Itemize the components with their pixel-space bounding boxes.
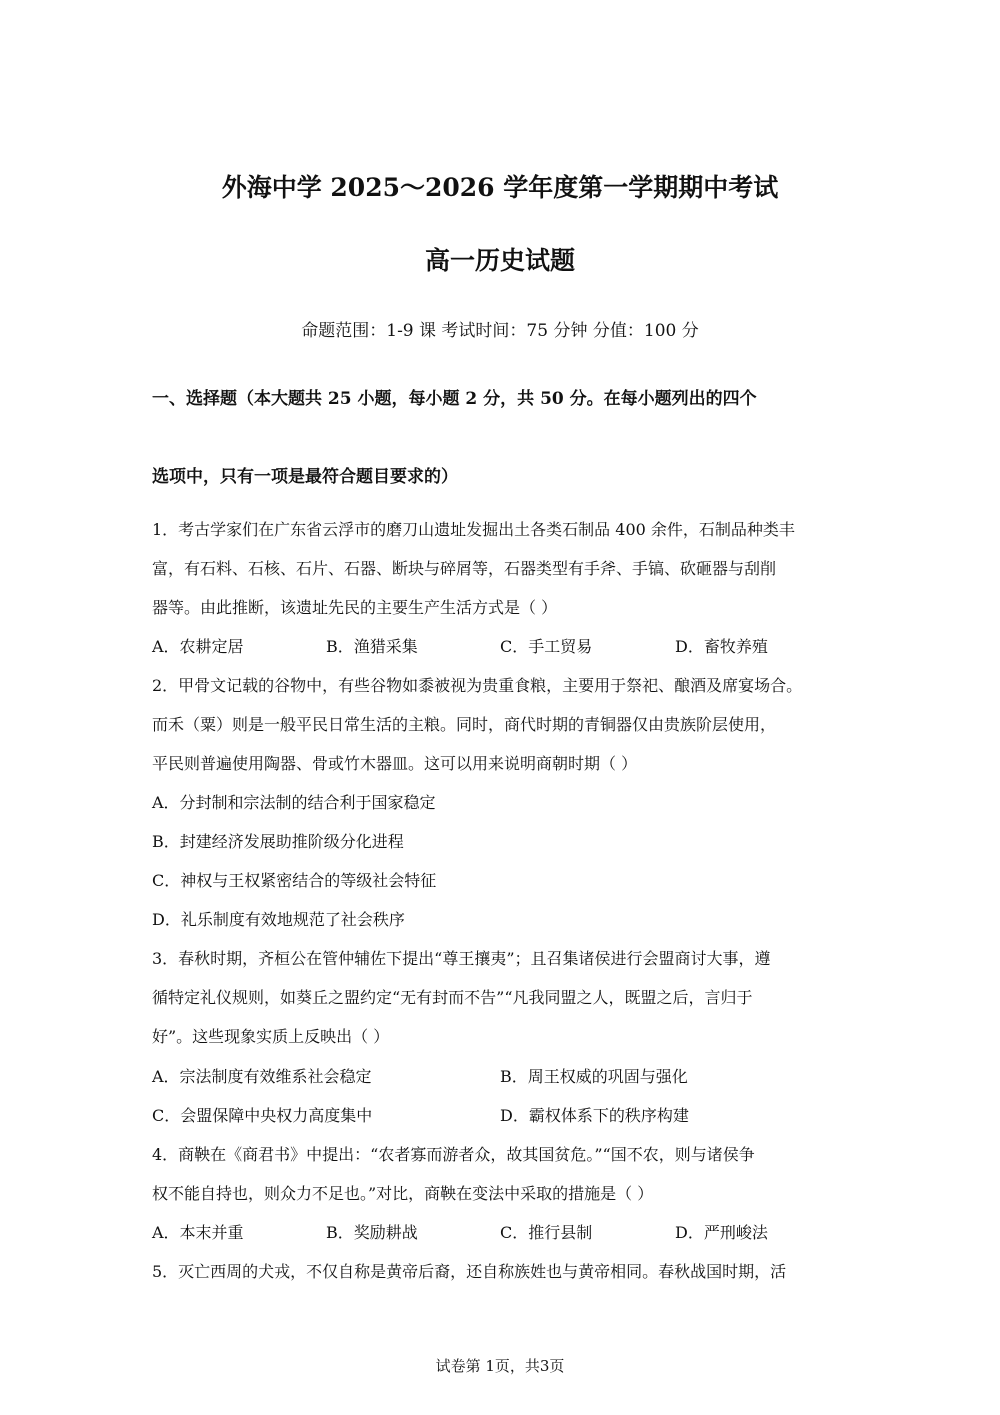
question-4-line-2: 权不能自持也，则众力不足也。”对比，商鞅在变法中采取的措施是（ ） [152, 1184, 654, 1203]
question-2-line-1: 2．甲骨文记载的谷物中，有些谷物如黍被视为贵重食粮，主要用于祭祀、酿酒及席宴场合。 [152, 676, 803, 695]
question-3-option-a[interactable]: A．宗法制度有效维系社会稳定 [152, 1067, 372, 1086]
question-2-option-a[interactable]: A．分封制和宗法制的结合利于国家稳定 [152, 793, 436, 812]
section-heading-line-2: 选项中，只有一项是最符合题目要求的） [152, 467, 458, 487]
exam-subtitle: 高一历史试题 [424, 246, 575, 275]
question-5-line-1: 5．灭亡西周的犬戎，不仅自称是黄帝后裔，还自称族姓也与黄帝相同。春秋战国时期，活 [152, 1262, 787, 1281]
question-4-option-b[interactable]: B．奖励耕战 [326, 1223, 418, 1242]
section-heading-line-1: 一、选择题（本大题共 25 小题，每小题 2 分，共 50 分。在每小题列出的四个 [152, 389, 757, 409]
question-2-line-3: 平民则普遍使用陶器、骨或竹木器皿。这可以用来说明商朝时期（ ） [152, 754, 638, 773]
page-footer: 试卷第 1页，共3页 [435, 1357, 565, 1375]
question-3-option-d[interactable]: D．霸权体系下的秩序构建 [500, 1106, 689, 1125]
question-1-option-d[interactable]: D．畜牧养殖 [675, 637, 768, 656]
question-1-line-2: 富，有石料、石核、石片、石器、断块与碎屑等，石器类型有手斧、手镐、砍砸器与刮削 [152, 559, 777, 578]
question-2-option-d[interactable]: D．礼乐制度有效地规范了社会秩序 [152, 910, 405, 929]
question-1-line-1: 1．考古学家们在广东省云浮市的磨刀山遗址发掘出土各类石制品 400 余件，石制品种类丰 [152, 520, 795, 539]
exam-title: 外海中学 2025～2026 学年度第一学期期中考试 [221, 173, 779, 202]
question-2-option-b[interactable]: B．封建经济发展助推阶级分化进程 [152, 832, 404, 851]
question-3-line-3: 好”。这些现象实质上反映出（ ） [152, 1027, 390, 1046]
question-3-line-2: 循特定礼仪规则，如葵丘之盟约定“无有封而不告”“凡我同盟之人，既盟之后，言归于 [152, 988, 753, 1007]
exam-meta: 命题范围：1-9 课 考试时间：75 分钟 分值：100 分 [301, 321, 699, 341]
question-4-option-d[interactable]: D．严刑峻法 [675, 1223, 768, 1242]
question-4-option-c[interactable]: C．推行县制 [500, 1223, 593, 1242]
question-1-option-c[interactable]: C．手工贸易 [500, 637, 593, 656]
question-2-option-c[interactable]: C．神权与王权紧密结合的等级社会特征 [152, 871, 437, 890]
question-4-option-a[interactable]: A．本末并重 [152, 1223, 244, 1242]
question-1-option-b[interactable]: B．渔猎采集 [326, 637, 418, 656]
question-1-option-a[interactable]: A．农耕定居 [152, 637, 244, 656]
question-4-line-1: 4．商鞅在《商君书》中提出：“农者寡而游者众，故其国贫危。”“国不农，则与诸侯争 [152, 1145, 755, 1164]
question-3-line-1: 3．春秋时期，齐桓公在管仲辅佐下提出“尊王攘夷”；且召集诸侯进行会盟商讨大事，遵 [152, 949, 771, 968]
question-1-line-3: 器等。由此推断，该遗址先民的主要生产生活方式是（ ） [152, 598, 558, 617]
question-3-option-b[interactable]: B．周王权威的巩固与强化 [500, 1067, 688, 1086]
question-3-option-c[interactable]: C．会盟保障中央权力高度集中 [152, 1106, 373, 1125]
question-2-line-2: 而禾（粟）则是一般平民日常生活的主粮。同时，商代时期的青铜器仅由贵族阶层使用， [152, 715, 777, 734]
